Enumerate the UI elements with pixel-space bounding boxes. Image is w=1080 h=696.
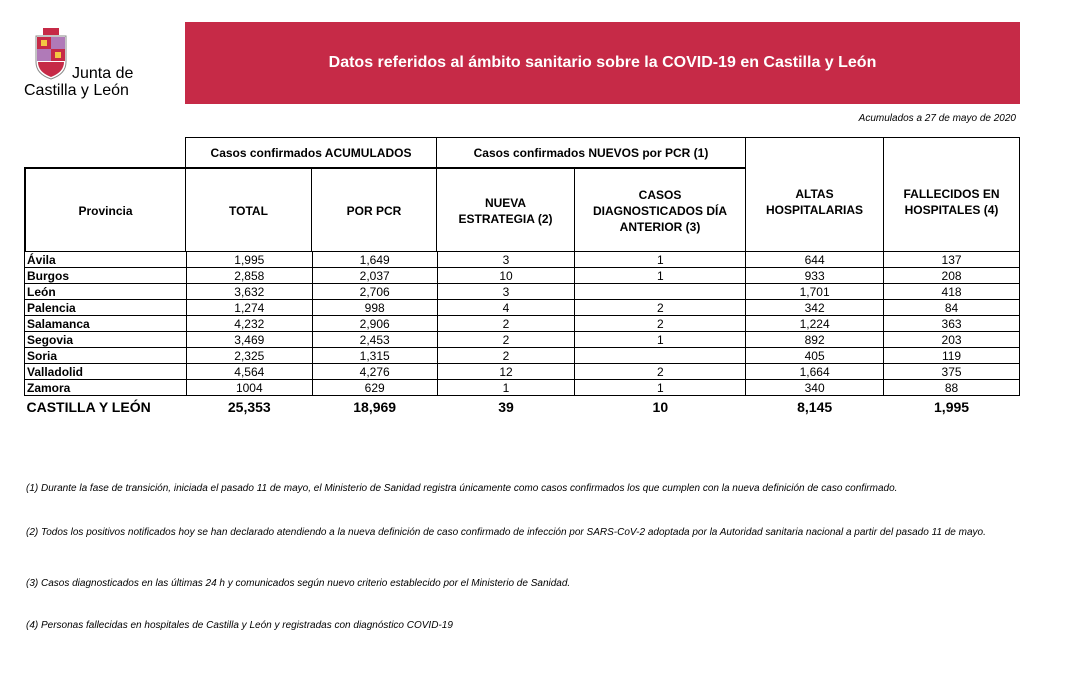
cell-por-pcr: 4,276 bbox=[312, 364, 437, 380]
header-group-acumulados: Casos confirmados ACUMULADOS bbox=[185, 137, 437, 168]
cell-total: 3,632 bbox=[186, 284, 312, 300]
cell-dia-anterior bbox=[575, 348, 746, 364]
cell-por-pcr: 2,037 bbox=[312, 268, 437, 284]
cell-nueva: 2 bbox=[437, 348, 575, 364]
table-row bbox=[25, 252, 1020, 268]
logo-text-line1: Junta de bbox=[72, 65, 134, 82]
total-cell-por-pcr: 18,969 bbox=[353, 398, 397, 415]
header-total: TOTAL bbox=[185, 167, 312, 252]
header-casos-diagnosticados: CASOS DIAGNOSTICADOS DÍA ANTERIOR (3) bbox=[574, 167, 746, 252]
cell-fallecidos: 203 bbox=[884, 332, 1020, 348]
table-row bbox=[25, 284, 1020, 300]
cell-nueva: 3 bbox=[437, 252, 575, 268]
cell-nueva: 4 bbox=[437, 300, 575, 316]
page-title: Datos referidos al ámbito sanitario sobre la COVID-19 en Castilla y León bbox=[328, 54, 877, 71]
cell-nueva: 1 bbox=[437, 380, 575, 396]
cell-dia-anterior: 1 bbox=[575, 252, 746, 268]
footnote-3: (3) Casos diagnosticados en las últimas 24 h y comunicados según nuevo criterio establecido por el Ministerio de Sanidad. bbox=[26, 578, 571, 589]
cell-por-pcr: 1,315 bbox=[312, 348, 437, 364]
title-banner bbox=[185, 22, 1020, 104]
table-row bbox=[25, 332, 1020, 348]
cell-total: 2,325 bbox=[186, 348, 312, 364]
cell-fallecidos: 363 bbox=[884, 316, 1020, 332]
table-row bbox=[25, 268, 1020, 284]
cell-altas: 1,224 bbox=[746, 316, 884, 332]
cell-por-pcr: 2,906 bbox=[312, 316, 437, 332]
cell-altas: 1,701 bbox=[746, 284, 884, 300]
cell-total: 4,232 bbox=[186, 316, 312, 332]
cell-provincia: Valladolid bbox=[25, 364, 187, 380]
cell-total: 4,564 bbox=[186, 364, 312, 380]
cell-total: 1,274 bbox=[186, 300, 312, 316]
cell-por-pcr: 2,706 bbox=[312, 284, 437, 300]
cell-provincia: León bbox=[25, 284, 187, 300]
cell-nueva: 2 bbox=[437, 332, 575, 348]
cell-dia-anterior: 2 bbox=[575, 364, 746, 380]
cell-dia-anterior: 1 bbox=[575, 332, 746, 348]
table-row bbox=[25, 348, 1020, 364]
cell-nueva: 3 bbox=[437, 284, 575, 300]
cell-nueva: 12 bbox=[437, 364, 575, 380]
cell-nueva: 2 bbox=[437, 316, 575, 332]
cell-nueva: 10 bbox=[437, 268, 575, 284]
cell-provincia: Zamora bbox=[25, 380, 187, 396]
footnote-1: (1) Durante la fase de transición, iniciada el pasado 11 de mayo, el Ministerio de Sanidad registra únicamente como casos confirmados los que cumplen con la nueva definición de caso confirmado. bbox=[26, 483, 898, 494]
date-note: Acumulados a 27 de mayo de 2020 bbox=[858, 113, 1016, 124]
coat-of-arms-icon bbox=[34, 28, 68, 80]
cell-por-pcr: 998 bbox=[312, 300, 437, 316]
header-nueva-estrategia: NUEVA ESTRATEGIA (2) bbox=[436, 167, 575, 252]
cell-total: 2,858 bbox=[186, 268, 312, 284]
cell-dia-anterior bbox=[575, 284, 746, 300]
table-row bbox=[25, 300, 1020, 316]
cell-total: 1004 bbox=[186, 380, 312, 396]
total-cell-provincia: CASTILLA Y LEÓN bbox=[26, 398, 151, 415]
header-altas: ALTAS HOSPITALARIAS bbox=[745, 137, 884, 252]
header-group-nuevos: Casos confirmados NUEVOS por PCR (1) bbox=[436, 137, 746, 168]
cell-altas: 933 bbox=[746, 268, 884, 284]
table-body bbox=[25, 252, 1020, 418]
table-row bbox=[25, 364, 1020, 380]
cell-total: 3,469 bbox=[186, 332, 312, 348]
cell-altas: 892 bbox=[746, 332, 884, 348]
cases-table bbox=[24, 251, 1020, 418]
cell-altas: 1,664 bbox=[746, 364, 884, 380]
total-cell-fallecidos: 1,995 bbox=[934, 398, 970, 415]
cell-fallecidos: 84 bbox=[884, 300, 1020, 316]
table-row bbox=[25, 380, 1020, 396]
footnote-2: (2) Todos los positivos notificados hoy se han declarado atendiendo a la nueva definición de caso confirmado de infección por SARS-CoV-2 adoptada por la Autoridad sanitaria nacional a partir del pasado 11 de mayo. bbox=[26, 527, 986, 538]
cell-fallecidos: 375 bbox=[884, 364, 1020, 380]
total-cell-altas: 8,145 bbox=[797, 398, 833, 415]
cell-total: 1,995 bbox=[186, 252, 312, 268]
cell-fallecidos: 88 bbox=[884, 380, 1020, 396]
cell-dia-anterior: 2 bbox=[575, 300, 746, 316]
cell-altas: 644 bbox=[746, 252, 884, 268]
total-row bbox=[25, 396, 1020, 418]
cell-provincia: Soria bbox=[25, 348, 187, 364]
cell-altas: 405 bbox=[746, 348, 884, 364]
total-cell-total: 25,353 bbox=[227, 398, 271, 415]
cell-dia-anterior: 1 bbox=[575, 268, 746, 284]
header-por-pcr: POR PCR bbox=[311, 167, 437, 252]
cell-fallecidos: 137 bbox=[884, 252, 1020, 268]
cell-provincia: Burgos bbox=[25, 268, 187, 284]
cell-altas: 340 bbox=[746, 380, 884, 396]
header-fallecidos: FALLECIDOS EN HOSPITALES (4) bbox=[883, 137, 1020, 252]
cell-provincia: Segovia bbox=[25, 332, 187, 348]
cell-dia-anterior: 2 bbox=[575, 316, 746, 332]
cell-por-pcr: 2,453 bbox=[312, 332, 437, 348]
total-cell-dia-anterior: 10 bbox=[652, 398, 669, 415]
cell-por-pcr: 1,649 bbox=[312, 252, 437, 268]
cell-fallecidos: 418 bbox=[884, 284, 1020, 300]
cell-altas: 342 bbox=[746, 300, 884, 316]
cell-por-pcr: 629 bbox=[312, 380, 437, 396]
cell-fallecidos: 208 bbox=[884, 268, 1020, 284]
logo-text-line2: Castilla y León bbox=[24, 82, 129, 99]
total-cell-nueva: 39 bbox=[498, 398, 514, 415]
cell-provincia: Palencia bbox=[25, 300, 187, 316]
footnote-4: (4) Personas fallecidas en hospitales de Castilla y León y registradas con diagnóstico COVID-19 bbox=[26, 620, 453, 631]
table-row bbox=[25, 316, 1020, 332]
cell-provincia: Ávila bbox=[25, 252, 187, 268]
cell-fallecidos: 119 bbox=[884, 348, 1020, 364]
header-provincia: Provincia bbox=[24, 167, 186, 252]
junta-logo bbox=[24, 28, 174, 102]
cell-provincia: Salamanca bbox=[25, 316, 187, 332]
cell-dia-anterior: 1 bbox=[575, 380, 746, 396]
